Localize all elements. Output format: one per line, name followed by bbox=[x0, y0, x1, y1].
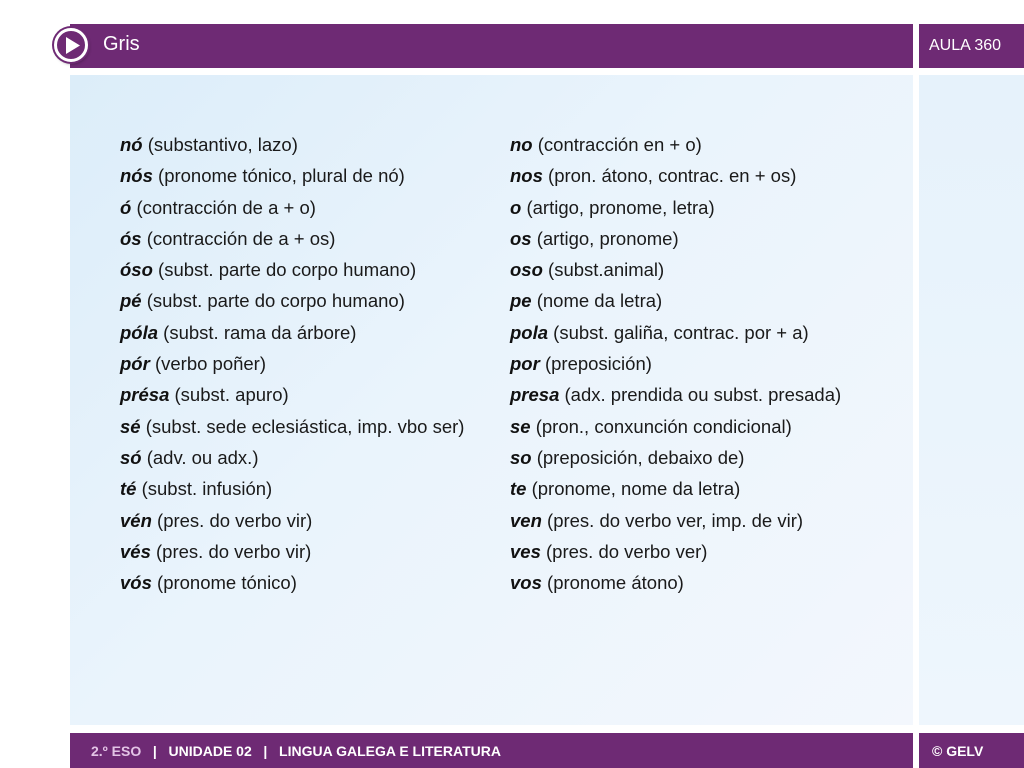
word: so bbox=[510, 446, 532, 468]
word: ves bbox=[510, 540, 541, 562]
word: pé bbox=[120, 290, 142, 312]
word: présa bbox=[120, 384, 170, 406]
word: vés bbox=[120, 540, 151, 562]
word: póla bbox=[120, 321, 159, 343]
list-item bbox=[510, 473, 841, 504]
gloss: (artigo, pronome) bbox=[531, 227, 679, 249]
list-item bbox=[120, 285, 464, 316]
list-item bbox=[510, 160, 841, 191]
list-item bbox=[510, 192, 841, 223]
gloss: (verbo poñer) bbox=[149, 353, 267, 375]
gloss: (pres. do verbo ver, imp. de vir) bbox=[541, 509, 804, 531]
word: no bbox=[510, 134, 533, 155]
list-item bbox=[120, 223, 464, 254]
word: nós bbox=[120, 165, 153, 187]
list-item bbox=[510, 505, 841, 536]
word: por bbox=[510, 353, 540, 375]
gloss: (pres. do verbo ver) bbox=[540, 540, 708, 562]
unaccented-words-column bbox=[510, 129, 841, 598]
word: nó bbox=[120, 134, 143, 155]
word: oso bbox=[510, 259, 543, 281]
gloss: (subst. parte do corpo humano) bbox=[141, 290, 405, 312]
slide-title: Gris bbox=[103, 33, 140, 55]
word: o bbox=[510, 196, 522, 218]
gloss: (subst.animal) bbox=[542, 259, 665, 281]
word: vós bbox=[120, 572, 152, 594]
gloss: (pron. átono, contrac. en + os) bbox=[542, 165, 797, 187]
list-item bbox=[120, 567, 464, 598]
list-item bbox=[510, 442, 841, 473]
gloss: (pres. do verbo vir) bbox=[150, 540, 312, 562]
gloss: (pronome tónico) bbox=[151, 572, 297, 594]
gloss: (contracción en + o) bbox=[532, 134, 702, 155]
list-item bbox=[510, 536, 841, 567]
gloss: (pronome, nome da letra) bbox=[526, 478, 741, 500]
footer-separator: | bbox=[141, 743, 169, 759]
list-item bbox=[510, 129, 841, 160]
list-item bbox=[510, 254, 841, 285]
list-item bbox=[120, 442, 464, 473]
list-item bbox=[120, 536, 464, 567]
word: vén bbox=[120, 509, 152, 531]
gloss: (adv. ou adx.) bbox=[141, 446, 259, 468]
list-item bbox=[510, 317, 841, 348]
word: presa bbox=[510, 384, 560, 406]
list-item bbox=[510, 567, 841, 598]
list-item bbox=[120, 129, 464, 160]
list-item bbox=[120, 348, 464, 379]
word: pola bbox=[510, 321, 549, 343]
word: pór bbox=[120, 353, 150, 375]
list-item bbox=[120, 160, 464, 191]
gloss: (pron., conxunción condicional) bbox=[530, 415, 792, 437]
list-item bbox=[510, 379, 841, 410]
gloss: (pronome tónico, plural de nó) bbox=[152, 165, 405, 187]
word: os bbox=[510, 227, 532, 249]
list-item bbox=[120, 473, 464, 504]
accented-words-column bbox=[120, 129, 464, 598]
list-item bbox=[510, 411, 841, 442]
word: óso bbox=[120, 259, 153, 281]
gloss: (preposición) bbox=[539, 353, 652, 375]
brand-label: AULA 360 bbox=[929, 37, 1002, 54]
gloss: (pronome átono) bbox=[541, 572, 684, 594]
gloss: (adx. prendida ou subst. presada) bbox=[559, 384, 842, 406]
gloss: (subst. apuro) bbox=[169, 384, 289, 406]
word: nos bbox=[510, 165, 543, 187]
brand-box bbox=[919, 24, 1024, 68]
list-item bbox=[510, 348, 841, 379]
word: ó bbox=[120, 196, 132, 218]
gloss: (subst. galiña, contrac. por + a) bbox=[548, 321, 809, 343]
footer-subject: LINGUA GALEGA E LITERATURA bbox=[279, 743, 501, 759]
footer-copyright: © GELV bbox=[932, 743, 984, 759]
footer-bar bbox=[70, 733, 913, 768]
gloss: (subst. sede eclesiástica, imp. vbo ser) bbox=[140, 415, 465, 437]
side-panel bbox=[919, 75, 1024, 725]
gloss: (contracción de a + os) bbox=[141, 227, 336, 249]
gloss: (pres. do verbo vir) bbox=[151, 509, 313, 531]
gloss: (preposición, debaixo de) bbox=[531, 446, 745, 468]
footer-copyright-box bbox=[919, 733, 1024, 768]
gloss: (substantivo, lazo) bbox=[142, 134, 298, 155]
word: sé bbox=[120, 415, 141, 437]
footer-separator: | bbox=[251, 743, 280, 759]
footer-unit: UNIDADE 02 bbox=[168, 743, 252, 759]
word: vos bbox=[510, 572, 542, 594]
list-item bbox=[120, 505, 464, 536]
play-icon[interactable] bbox=[54, 28, 88, 62]
list-item bbox=[120, 411, 464, 442]
gloss: (artigo, pronome, letra) bbox=[521, 196, 715, 218]
list-item bbox=[120, 379, 464, 410]
list-item bbox=[510, 223, 841, 254]
footer-grade: 2.º ESO bbox=[91, 743, 142, 759]
word: só bbox=[120, 446, 142, 468]
gloss: (nome da letra) bbox=[531, 290, 663, 312]
list-item bbox=[120, 254, 464, 285]
word: pe bbox=[510, 290, 532, 312]
word: ós bbox=[120, 227, 142, 249]
list-item bbox=[120, 192, 464, 223]
word: te bbox=[510, 478, 527, 500]
gloss: (subst. parte do corpo humano) bbox=[152, 259, 417, 281]
list-item bbox=[510, 285, 841, 316]
gloss: (subst. infusión) bbox=[136, 478, 273, 500]
word: ven bbox=[510, 509, 542, 531]
gloss: (contracción de a + o) bbox=[131, 196, 316, 218]
gloss: (subst. rama da árbore) bbox=[158, 321, 357, 343]
list-item bbox=[120, 317, 464, 348]
word: se bbox=[510, 415, 531, 437]
footer-breadcrumb bbox=[91, 743, 501, 759]
word: té bbox=[120, 478, 137, 500]
header-bar bbox=[70, 24, 913, 68]
play-triangle-icon bbox=[65, 37, 81, 54]
